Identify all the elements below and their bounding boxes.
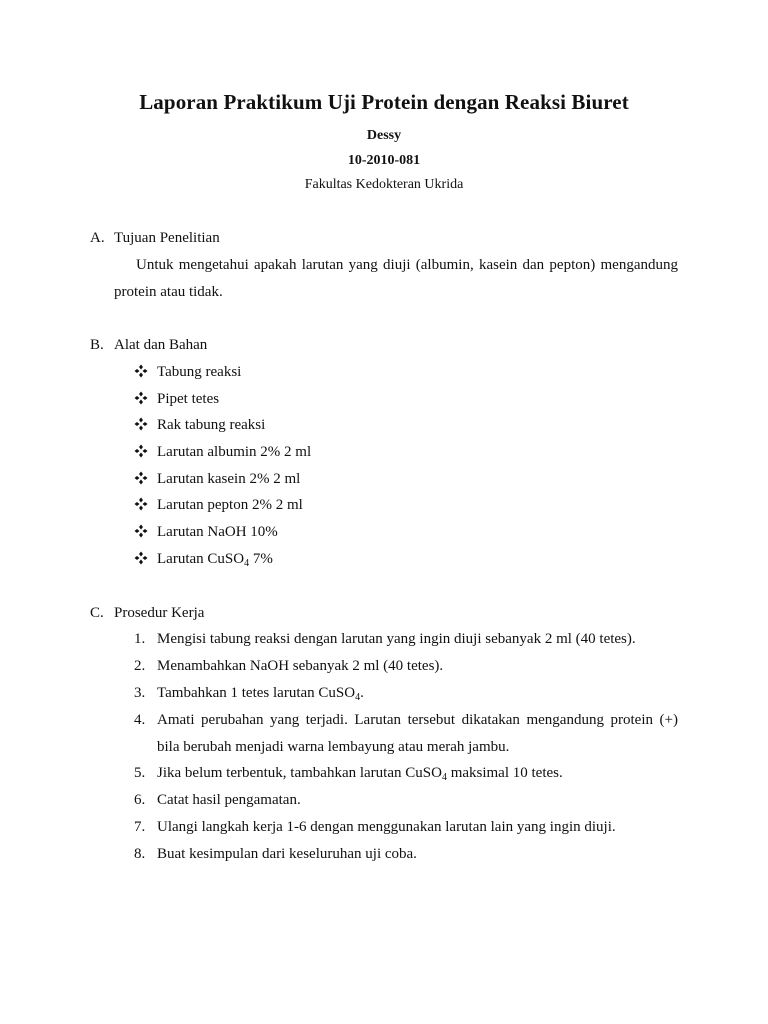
list-item (134, 442, 311, 462)
subscript-number: 4 (441, 772, 447, 783)
step-text: Mengisi tabung reaksi dengan larutan yang ingin diuji sebanyak 2 ml (40 tetes). (157, 631, 636, 647)
list-item (134, 653, 678, 680)
document-title: Laporan Praktikum Uji Protein dengan Reaksi Biuret (139, 90, 629, 114)
step-text: Buat kesimpulan dari keseluruhan uji coba. (157, 846, 417, 862)
list-item (134, 707, 678, 760)
list-item-text: Tabung reaksi (157, 364, 242, 380)
list-item (134, 469, 300, 489)
section-b-title: Alat dan Bahan (114, 337, 208, 353)
step-text-suffix: . (360, 685, 364, 701)
list-item (134, 415, 265, 435)
step-text-suffix: maksimal 10 tetes. (446, 765, 563, 781)
list-item-text: Larutan albumin 2% 2 ml (157, 444, 312, 460)
list-item (134, 760, 678, 787)
list-item (134, 841, 678, 868)
list-item-text-suffix: 7% (249, 551, 273, 567)
list-item-text: Rak tabung reaksi (157, 417, 266, 433)
list-item-text-prefix: Larutan CuSO (157, 551, 245, 567)
step-text: Catat hasil pengamatan. (157, 792, 301, 808)
list-item-text (157, 549, 273, 569)
section-c-letter: C. (90, 605, 104, 621)
list-item (134, 626, 678, 653)
section-b-letter: B. (90, 337, 104, 353)
diamond-bullet-icon (134, 471, 148, 485)
section-c-heading (0, 603, 768, 623)
step-text-line-1: Amati perubahan yang terjadi. Larutan tersebut dikatakan mengandung protein (+) (157, 712, 678, 728)
list-item (134, 522, 278, 542)
diamond-bullet-icon (134, 497, 148, 511)
section-b-heading (0, 335, 768, 355)
step-text (157, 680, 678, 707)
student-id: 10-2010-081 (347, 153, 421, 168)
diamond-bullet-icon (134, 524, 148, 538)
subscript-number: 4 (355, 692, 361, 703)
section-c-title: Prosedur Kerja (114, 605, 205, 621)
step-text-line-2: bila berubah menjadi warna lembayung atau merah jambu. (157, 738, 510, 755)
section-a-letter: A. (90, 230, 105, 246)
list-item (134, 787, 678, 814)
step-number: 7. (134, 819, 146, 835)
step-text (157, 760, 678, 787)
list-item (134, 814, 678, 841)
step-number: 3. (134, 685, 146, 701)
section-a-paragraph: Untuk mengetahui apakah larutan yang diuji (albumin, kasein dan pepton) mengandung protein atau tidak. (114, 257, 678, 300)
author-name: Dessy (366, 128, 402, 143)
list-item (134, 389, 219, 409)
diamond-bullet-icon (134, 391, 148, 405)
step-number: 4. (134, 712, 146, 728)
step-number: 1. (134, 631, 146, 647)
list-item (134, 495, 303, 515)
diamond-bullet-icon (134, 364, 148, 378)
diamond-bullet-icon (134, 444, 148, 458)
list-item (134, 549, 273, 569)
diamond-bullet-icon (134, 551, 148, 565)
list-item-text: Pipet tetes (157, 391, 220, 407)
list-item-text: Larutan NaOH 10% (157, 524, 278, 540)
step-number: 5. (134, 765, 146, 781)
list-item (134, 680, 678, 707)
faculty-name: Fakultas Kedokteran Ukrida (304, 177, 464, 192)
step-text: Ulangi langkah kerja 1-6 dengan menggunakan larutan lain yang ingin diuji. (157, 819, 616, 835)
list-item-text: Larutan pepton 2% 2 ml (157, 497, 303, 513)
step-number: 8. (134, 846, 146, 862)
diamond-bullet-icon (134, 417, 148, 431)
list-item (134, 362, 241, 382)
step-text: Menambahkan NaOH sebanyak 2 ml (40 tetes). (157, 658, 444, 674)
list-item-text: Larutan kasein 2% 2 ml (157, 471, 301, 487)
subscript-number: 4 (244, 558, 250, 569)
section-a-title: Tujuan Penelitian (114, 230, 220, 246)
step-number: 6. (134, 792, 146, 808)
section-a-heading (0, 228, 768, 248)
step-text-prefix: Tambahkan 1 tetes larutan CuSO (157, 685, 356, 701)
step-number: 2. (134, 658, 146, 674)
step-text-prefix: Jika belum terbentuk, tambahkan larutan CuSO (157, 765, 442, 781)
